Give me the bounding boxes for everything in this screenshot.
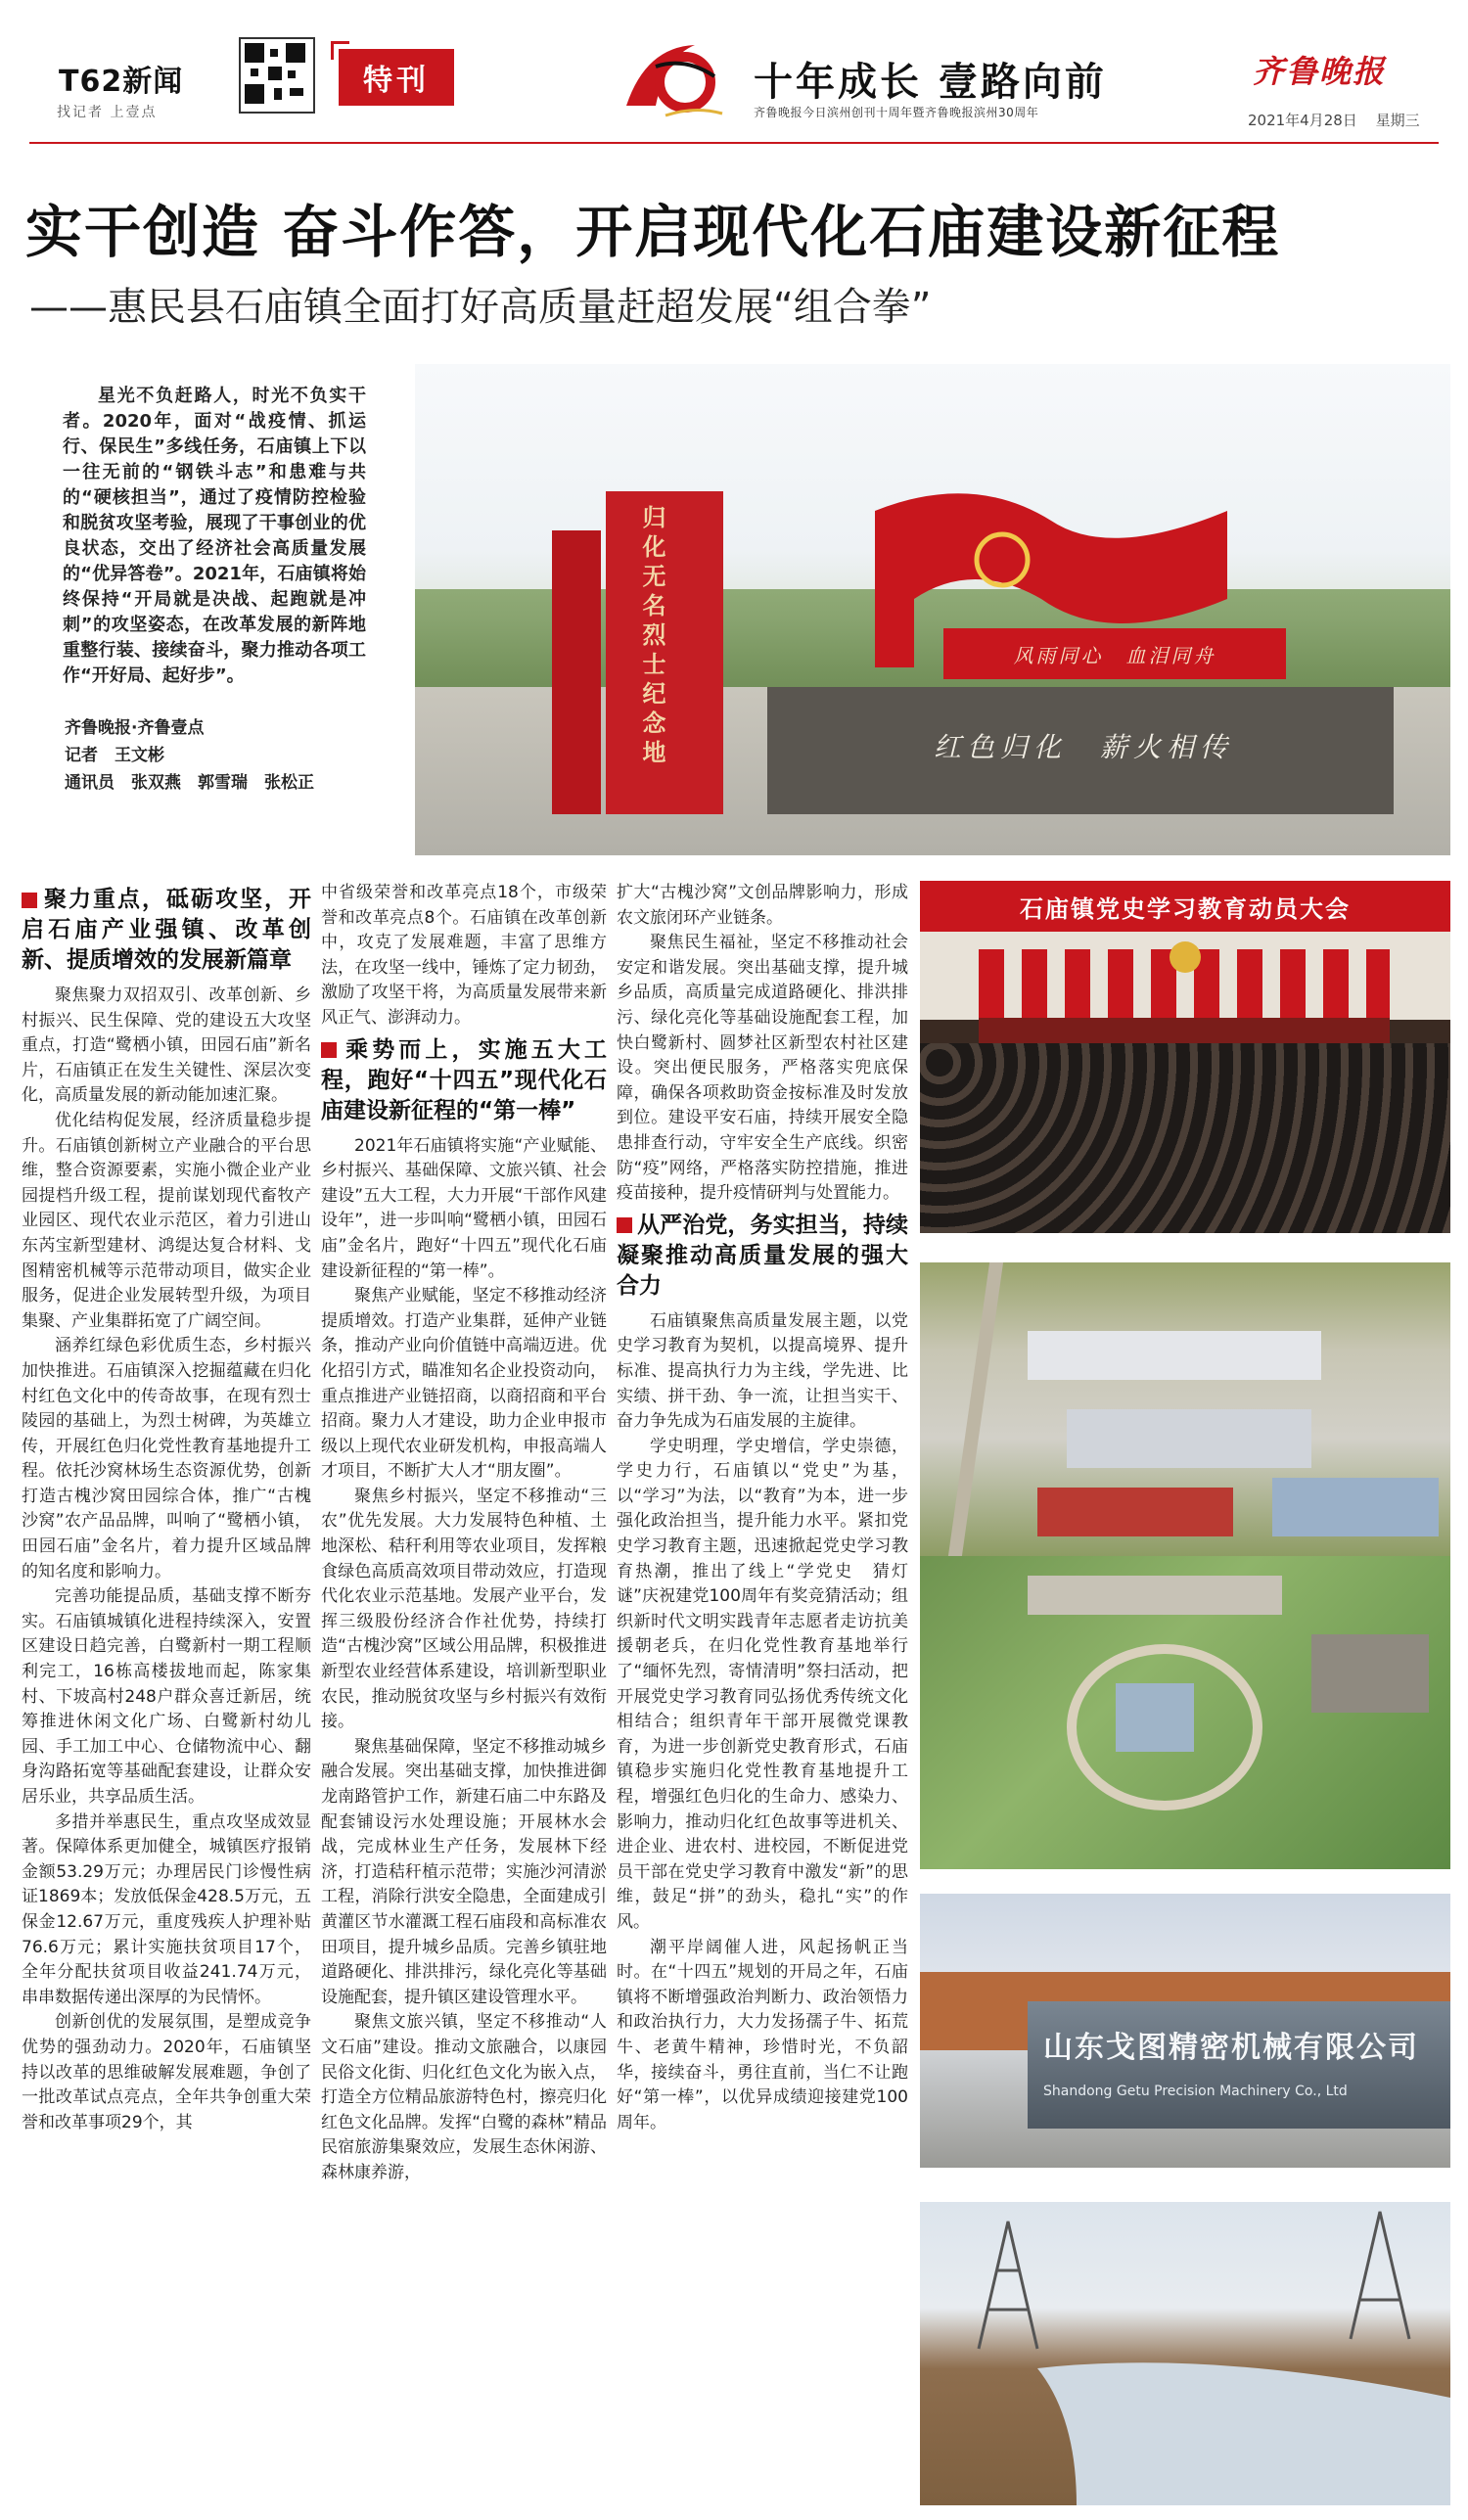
- newspaper-logo: 齐鲁晚报: [1253, 53, 1387, 90]
- column-2: [321, 881, 607, 2186]
- masthead-divider: [29, 142, 1439, 144]
- paragraph: 多措并举惠民生，重点攻坚成效显著。保障体系更加健全，城镇医疗报销金额53.29万元；办理居民门诊慢性病证1869本；发放低保金428.5万元，五保金12.67万元，重度残疾人护理补贴76.6万元；累计实施扶贫项目17个，全年分配扶贫项目收益241.74万元，串串数据传递出深厚的为民情怀。: [22, 1811, 311, 2007]
- section-marker-icon: [22, 893, 37, 908]
- memorial-pillar-left: [552, 530, 601, 814]
- anniversary-emblem-icon: [617, 37, 724, 121]
- paragraph: 聚焦产业赋能，坚定不移推动经济提质增效。打造产业集群，延伸产业链条，推动产业向价值链中高端迈进。优化招引方式，瞄准知名企业投资动向，重点推进产业链招商，以商招商和平台招商。聚力人才建设，助力企业申报市级以上现代农业研发机构，申报高端人才项目，不断扩大人才“朋友圈”。: [321, 1286, 607, 1482]
- byline: [65, 714, 314, 797]
- paragraph: 学史明理，学史增信，学史崇德，学史力行，石庙镇以“党史”为基，以“学习”为法，以“教育”为本，进一步强化政治担当，提升能力水平。紧扣党史学习教育主题，迅速掀起党史学习教育热潮，推出了线上“学党史 猜灯谜”庆祝建党100周年有奖竞猜活动；组织新时代文明实践青年志愿者走访抗美援朝老兵，在归化党性教育基地举行了“缅怀先烈，寄情清明”祭扫活动，把开展党史学习教育同弘扬优秀传统文化相结合；组织青年干部开展微党课教育，为进一步创新党史教育形式，石庙镇稳步实施归化党性教育基地提升工程，增强红色归化的生命力、感染力、影响力，推动归化红色故事等进机关、进企业、进农村、进校园，不断促进党员干部在党史学习教育中激发“新”的思维，鼓足“拼”的劲头，稳扎“实”的作风。: [617, 1436, 908, 1932]
- page-number: T62新闻: [59, 65, 184, 99]
- hero-photo-memorial: [415, 364, 1450, 855]
- paragraph: 创新创优的发展氛围，是塑成竞争优势的强劲动力。2020年，石庙镇坚持以改革的思维破解发展难题，争创了一批改革试点亮点，全年共争创重大荣誉和改革事项29个，其: [22, 2012, 311, 2132]
- byline-correspondents: 通讯员 张双燕 郭雪瑞 张松正: [65, 773, 314, 793]
- date-text: 2021年4月28日: [1248, 112, 1357, 129]
- photo-party-meeting: [920, 881, 1450, 1233]
- company-sign-text: 山东戈图精密机械有限公司: [1043, 2031, 1419, 2065]
- meeting-banner: 石庙镇党史学习教育动员大会: [920, 881, 1450, 932]
- paragraph: 2021年石庙镇将实施“产业赋能、乡村振兴、基础保障、文旅兴镇、社会建设”五大工程，大力开展“干部作风建设年”，进一步叫响“鹭栖小镇，田园石庙”金名片，跑好“十四五”现代化石庙建设新征程的“第一棒”。: [321, 1135, 607, 1281]
- paragraph: 潮平岸阔催人进，风起扬帆正当时。在“十四五”规划的开局之年，石庙镇将不断增强政治判断力、政治领悟力和政治执行力，大力发扬孺子牛、拓荒牛、老黄牛精神，珍惜时光，不负韶华，接续奋斗，勇往直前，当仁不让跑好“第一棒”，以优异成绩迎接建党100周年。: [617, 1937, 908, 2132]
- paragraph: 涵养红绿色彩优质生态，乡村振兴加快推进。石庙镇深入挖掘蕴藏在归化村红色文化中的传奇故事，在现有烈士陵园的基础上，为烈士树碑，为英雄立传，开展红色归化党性教育基地提升工程。依托沙窝林场生态资源优势，创新打造古槐沙窝田园综合体，推广“古槐沙窝”农产品品牌，叫响了“鹭栖小镇，田园石庙”金名片，着力提升区域品牌的知名度和影响力。: [22, 1336, 311, 1581]
- article-subheadline: ——惠民县石庙镇全面打好高质量赶超发展“组合拳”: [29, 285, 932, 330]
- paragraph: 聚焦民生福祉，坚定不移推动社会安定和谐发展。突出基础支撑，提升城乡品质，高质量完成道路硬化、排洪排污、绿化亮化等基础设施配套工程，加快白鹭新村、圆梦社区新型农村社区建设。突出便民服务，严格落实兜底保障，确保各项救助资金按标准及时发放到位。建设平安石庙，持续开展安全隐患排查行动，守牢安全生产底线。织密防“疫”网络，严格落实防控措施，推进疫苗接种，提升疫情研判与处置能力。: [617, 933, 908, 1204]
- power-pylon-icon: [920, 2202, 1450, 2505]
- paragraph: 聚焦基础保障，坚定不移推动城乡融合发展。突出基础支撑，加快推进御龙南路管护工作，新建石庙二中东路及配套铺设污水处理设施；开展林水会战，完成林业生产任务，发展林下经济，打造秸秆植示范带；实施沙河清淤工程，消除行洪安全隐患，全面建成引黄灌区节水灌溉工程石庙段和高标准农田项目，提升城乡品质。完善乡镇驻地道路硬化、排洪排污，绿化亮化等基础设施配套，提升镇区建设管理水平。: [321, 1736, 607, 2007]
- byline-source: 齐鲁晚报·齐鲁壹点: [65, 718, 205, 738]
- memorial-inscription: 归化无名烈士纪念地: [638, 505, 666, 769]
- anniversary-subtitle: 齐鲁晚报今日滨州创刊十周年暨齐鲁晚报滨州30周年: [754, 106, 1039, 119]
- article-lead: 星光不负赶路人，时光不负实干者。2020年，面对“战疫情、抓运行、保民生”多线任务，石庙镇上下以一往无前的“钢铁斗志”和患难与共的“硬核担当”，通过了疫情防控检验和脱贫攻坚考验，展现了干事创业的优良状态，交出了经济社会高质量发展的“优异答卷”。2021年，石庙镇将始终保持“开局就是决战、起跑就是冲刺”的攻坚姿态，在改革发展的新阵地重整行装、接续奋斗，聚力推动各项工作“开好局、起好步”。: [63, 386, 366, 686]
- column-3: [617, 881, 908, 2135]
- photo-garden-aerial: [920, 1556, 1450, 1869]
- qr-code[interactable]: [239, 37, 315, 114]
- memorial-banner: 风雨同心 血泪同舟: [943, 628, 1286, 679]
- section-heading-2: 乘势而上，实施五大工程，跑好“十四五”现代化石庙建设新征程的“第一棒”: [321, 1036, 607, 1123]
- wall-inscription: 红色归化 薪火相传: [934, 731, 1234, 763]
- publication-date: [1248, 110, 1420, 130]
- company-sign-board: [1028, 2001, 1450, 2129]
- paragraph: 石庙镇聚焦高质量发展主题，以党史学习教育为契机，以提高境界、提升标准、提高执行力为主线，学先进、比实绩、拼干劲、争一流，让担当实干、奋力争先成为石庙发展的主旋律。: [617, 1310, 908, 1432]
- memorial-pillar-main: [606, 491, 723, 814]
- paragraph: 聚焦乡村振兴，坚定不移推动“三农”优先发展。大力发展特色种植、土地深松、秸秆利用等农业项目，发挥粮食绿色高质高效项目带动效应，打造现代化农业示范基地。发展产业平台，发挥三级股份经济合作社优势，持续打造“古槐沙窝”区域公用品牌，积极推进新型农业经营体系建设，培训新型职业农民，推动脱贫攻坚与乡村振兴有效衔接。: [321, 1486, 607, 1732]
- section-heading-1: 聚力重点，砥砺攻坚，开启石庙产业强镇、改革创新、提质增效的发展新篇章: [22, 887, 311, 973]
- paragraph: 聚焦聚力双招双引、改革创新、乡村振兴、民生保障、党的建设五大攻坚重点，打造“鹭栖小镇，田园石庙”新名片，石庙镇正在发生关键性、深层次变化，高质量发展的新动能加速汇聚。: [22, 985, 311, 1106]
- photo-river-channel: [920, 2202, 1450, 2505]
- anniversary-slogan: 十年成长 壹路向前: [754, 59, 1107, 105]
- section-marker-icon: [617, 1217, 632, 1233]
- memorial-wall: [767, 687, 1394, 814]
- paragraph: 中省级荣誉和改革亮点18个，市级荣誉和改革亮点8个。石庙镇在改革创新中，攻克了发展难题，丰富了思维方法，在攻坚一线中，锤炼了定力韧劲，激励了攻坚干将，为高质量发展带来新风正气、澎湃动力。: [321, 883, 607, 1028]
- editor-line: 找记者 上壹点: [57, 105, 158, 120]
- photo-industrial-park: [920, 1262, 1450, 1556]
- weekday-text: 星期三: [1375, 112, 1420, 129]
- byline-reporter: 记者 王文彬: [65, 746, 164, 765]
- paragraph: 优化结构促发展，经济质量稳步提升。石庙镇创新树立产业融合的平台思维，整合资源要素，实施小微企业产业园提档升级工程，提前谋划现代畜牧产业园区、现代农业示范区，着力引进山东芮宝新型建材、鸿缇达复合材料、戈图精密机械等示范带动项目，做实企业服务，促进企业发展转型升级，为项目集聚、产业集群拓宽了广阔空间。: [22, 1110, 311, 1331]
- special-issue-tag: 特刊: [339, 49, 454, 106]
- section-marker-icon: [321, 1042, 337, 1058]
- paragraph: 完善功能提品质，基础支撑不断夯实。石庙镇城镇化进程持续深入，安置区建设日趋完善，白鹭新村一期工程顺利完工，16栋高楼拔地而起，陈家集村、下坡高村248户群众喜迁新居，统筹推进休闲文化广场、白鹭新村幼儿园、手工加工中心、仓储物流中心、翻身沟路拓宽等基础配套建设，让群众安居乐业，共享品质生活。: [22, 1586, 311, 1807]
- photo-company-gate: [920, 1894, 1450, 2168]
- column-1: [22, 881, 311, 2135]
- article-headline: 实干创造 奋斗作答，开启现代化石庙建设新征程: [25, 199, 1281, 265]
- company-sign-english: Shandong Getu Precision Machinery Co., Ltd: [1043, 2084, 1348, 2099]
- section-heading-3: 从严治党，务实担当，持续凝聚推动高质量发展的强大合力: [617, 1212, 908, 1299]
- party-emblem-icon: [1170, 941, 1201, 973]
- paragraph: 聚焦文旅兴镇，坚定不移推动“人文石庙”建设。推动文旅融合，以康园民俗文化街、归化红色文化为嵌入点，打造全方位精品旅游特色村，擦亮归化红色文化品牌。发挥“白鹭的森林”精品民宿旅游集聚效应，发展生态休闲游、森林康养游，: [321, 2012, 607, 2182]
- paragraph: 扩大“古槐沙窝”文创品牌影响力，形成农文旅闭环产业链条。: [617, 883, 908, 928]
